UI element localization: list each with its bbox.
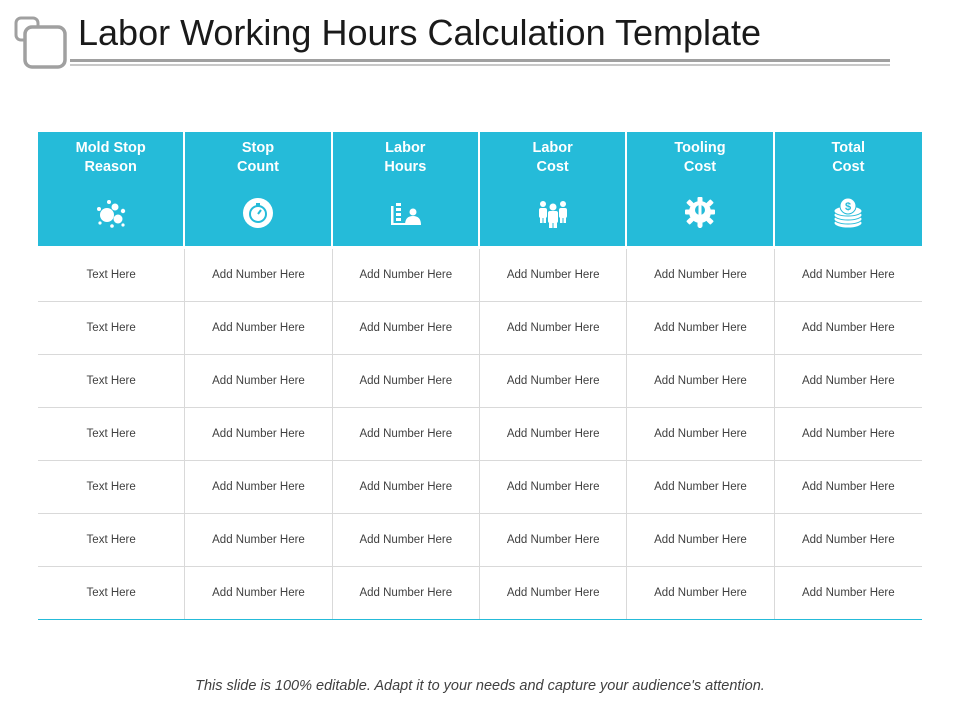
table-row — [38, 249, 922, 302]
header-labor-hours — [333, 132, 480, 246]
cell-number-placeholder: Add Number Here — [801, 428, 895, 440]
table-row — [38, 567, 922, 620]
cell-number-placeholder: Add Number Here — [333, 355, 480, 407]
cell-number-placeholder: Add Number Here — [333, 461, 480, 513]
cell-number-placeholder: Add Number Here — [627, 408, 774, 460]
cell-number-placeholder: Add Number Here — [801, 269, 895, 281]
cell-text-placeholder: Text Here — [38, 408, 185, 460]
cell-number-placeholder: Add Number Here — [333, 408, 480, 460]
cell-number-placeholder: Add Number Here — [627, 514, 774, 566]
table-row — [38, 461, 922, 514]
cell-text-placeholder: Text Here — [38, 567, 185, 619]
header-label-line2: Count — [237, 159, 279, 175]
cell-number-placeholder: Add Number Here — [627, 302, 774, 354]
molecule-icon — [94, 196, 128, 230]
header-stop-count — [185, 132, 332, 246]
header-label-line2: Reason — [84, 159, 137, 175]
title-underline-secondary — [70, 64, 890, 66]
table-row — [38, 514, 922, 567]
header-label-line1: Labor — [532, 140, 573, 156]
cell-number-placeholder: Add Number Here — [627, 461, 774, 513]
cell-number-placeholder: Add Number Here — [333, 249, 480, 301]
cell-text-placeholder: Text Here — [38, 461, 185, 513]
cell-text-placeholder: Text Here — [38, 355, 185, 407]
cell-number-placeholder: Add Number Here — [627, 567, 774, 619]
cell-text-placeholder: Text Here — [38, 302, 185, 354]
group-icon — [536, 196, 570, 230]
cell-number-placeholder: Add Number Here — [801, 587, 895, 599]
header-label-line2: Cost — [832, 159, 865, 175]
cell-number-placeholder: Add Number Here — [480, 461, 627, 513]
cell-text-placeholder: Text Here — [38, 514, 185, 566]
cell-number-placeholder: Add Number Here — [480, 408, 627, 460]
cell-text-placeholder: Text Here — [38, 249, 185, 301]
header-label-line2: Cost — [683, 159, 717, 175]
cell-number-placeholder: Add Number Here — [333, 514, 480, 566]
cell-number-placeholder: Add Number Here — [185, 355, 332, 407]
table-header — [38, 132, 922, 246]
cell-number-placeholder: Add Number Here — [185, 461, 332, 513]
cell-number-placeholder: Add Number Here — [333, 567, 480, 619]
gear-wrench-icon — [683, 196, 717, 230]
table-row — [38, 355, 922, 408]
cell-number-placeholder: Add Number Here — [627, 249, 774, 301]
header-label-line1: Tooling — [674, 140, 726, 156]
cell-number-placeholder: Add Number Here — [801, 375, 895, 387]
cell-number-placeholder: Add Number Here — [480, 249, 627, 301]
squares-logo-icon — [14, 16, 68, 70]
cell-number-placeholder: Add Number Here — [801, 322, 895, 334]
cell-number-placeholder: Add Number Here — [627, 355, 774, 407]
header-label-line2: Hours — [384, 159, 427, 175]
cell-number-placeholder: Add Number Here — [480, 514, 627, 566]
header-label-line1: Total — [831, 140, 866, 156]
table-body — [38, 249, 922, 620]
title-underline — [70, 59, 890, 62]
cell-number-placeholder: Add Number Here — [185, 302, 332, 354]
svg-text:$: $ — [845, 201, 852, 213]
cell-number-placeholder: Add Number Here — [185, 249, 332, 301]
header-label-line1: Labor — [385, 140, 426, 156]
cell-number-placeholder: Add Number Here — [480, 567, 627, 619]
cell-number-placeholder: Add Number Here — [333, 302, 480, 354]
header-label-line1: Stop — [241, 140, 275, 156]
header-label-line2: Cost — [536, 159, 569, 175]
cell-number-placeholder: Add Number Here — [185, 408, 332, 460]
page-title: Labor Working Hours Calculation Template — [78, 12, 762, 53]
header-label-line1: Mold Stop — [75, 140, 146, 156]
cell-number-placeholder: Add Number Here — [801, 534, 895, 546]
cell-number-placeholder: Add Number Here — [801, 481, 895, 493]
table-row — [38, 408, 922, 461]
header-mold-stop-reason — [38, 132, 185, 246]
header-total-cost — [775, 132, 922, 246]
header-tooling-cost — [627, 132, 774, 246]
cell-number-placeholder: Add Number Here — [185, 514, 332, 566]
cell-number-placeholder: Add Number Here — [480, 302, 627, 354]
cell-number-placeholder: Add Number Here — [480, 355, 627, 407]
header-labor-cost — [480, 132, 627, 246]
table-row — [38, 302, 922, 355]
coin-stack-icon — [831, 196, 865, 230]
workers-chart-icon — [388, 196, 422, 230]
stopwatch-icon — [241, 196, 275, 230]
cell-number-placeholder: Add Number Here — [185, 567, 332, 619]
footer-note: This slide is 100% editable. Adapt it to your needs and capture your audience's attention. — [195, 678, 765, 694]
